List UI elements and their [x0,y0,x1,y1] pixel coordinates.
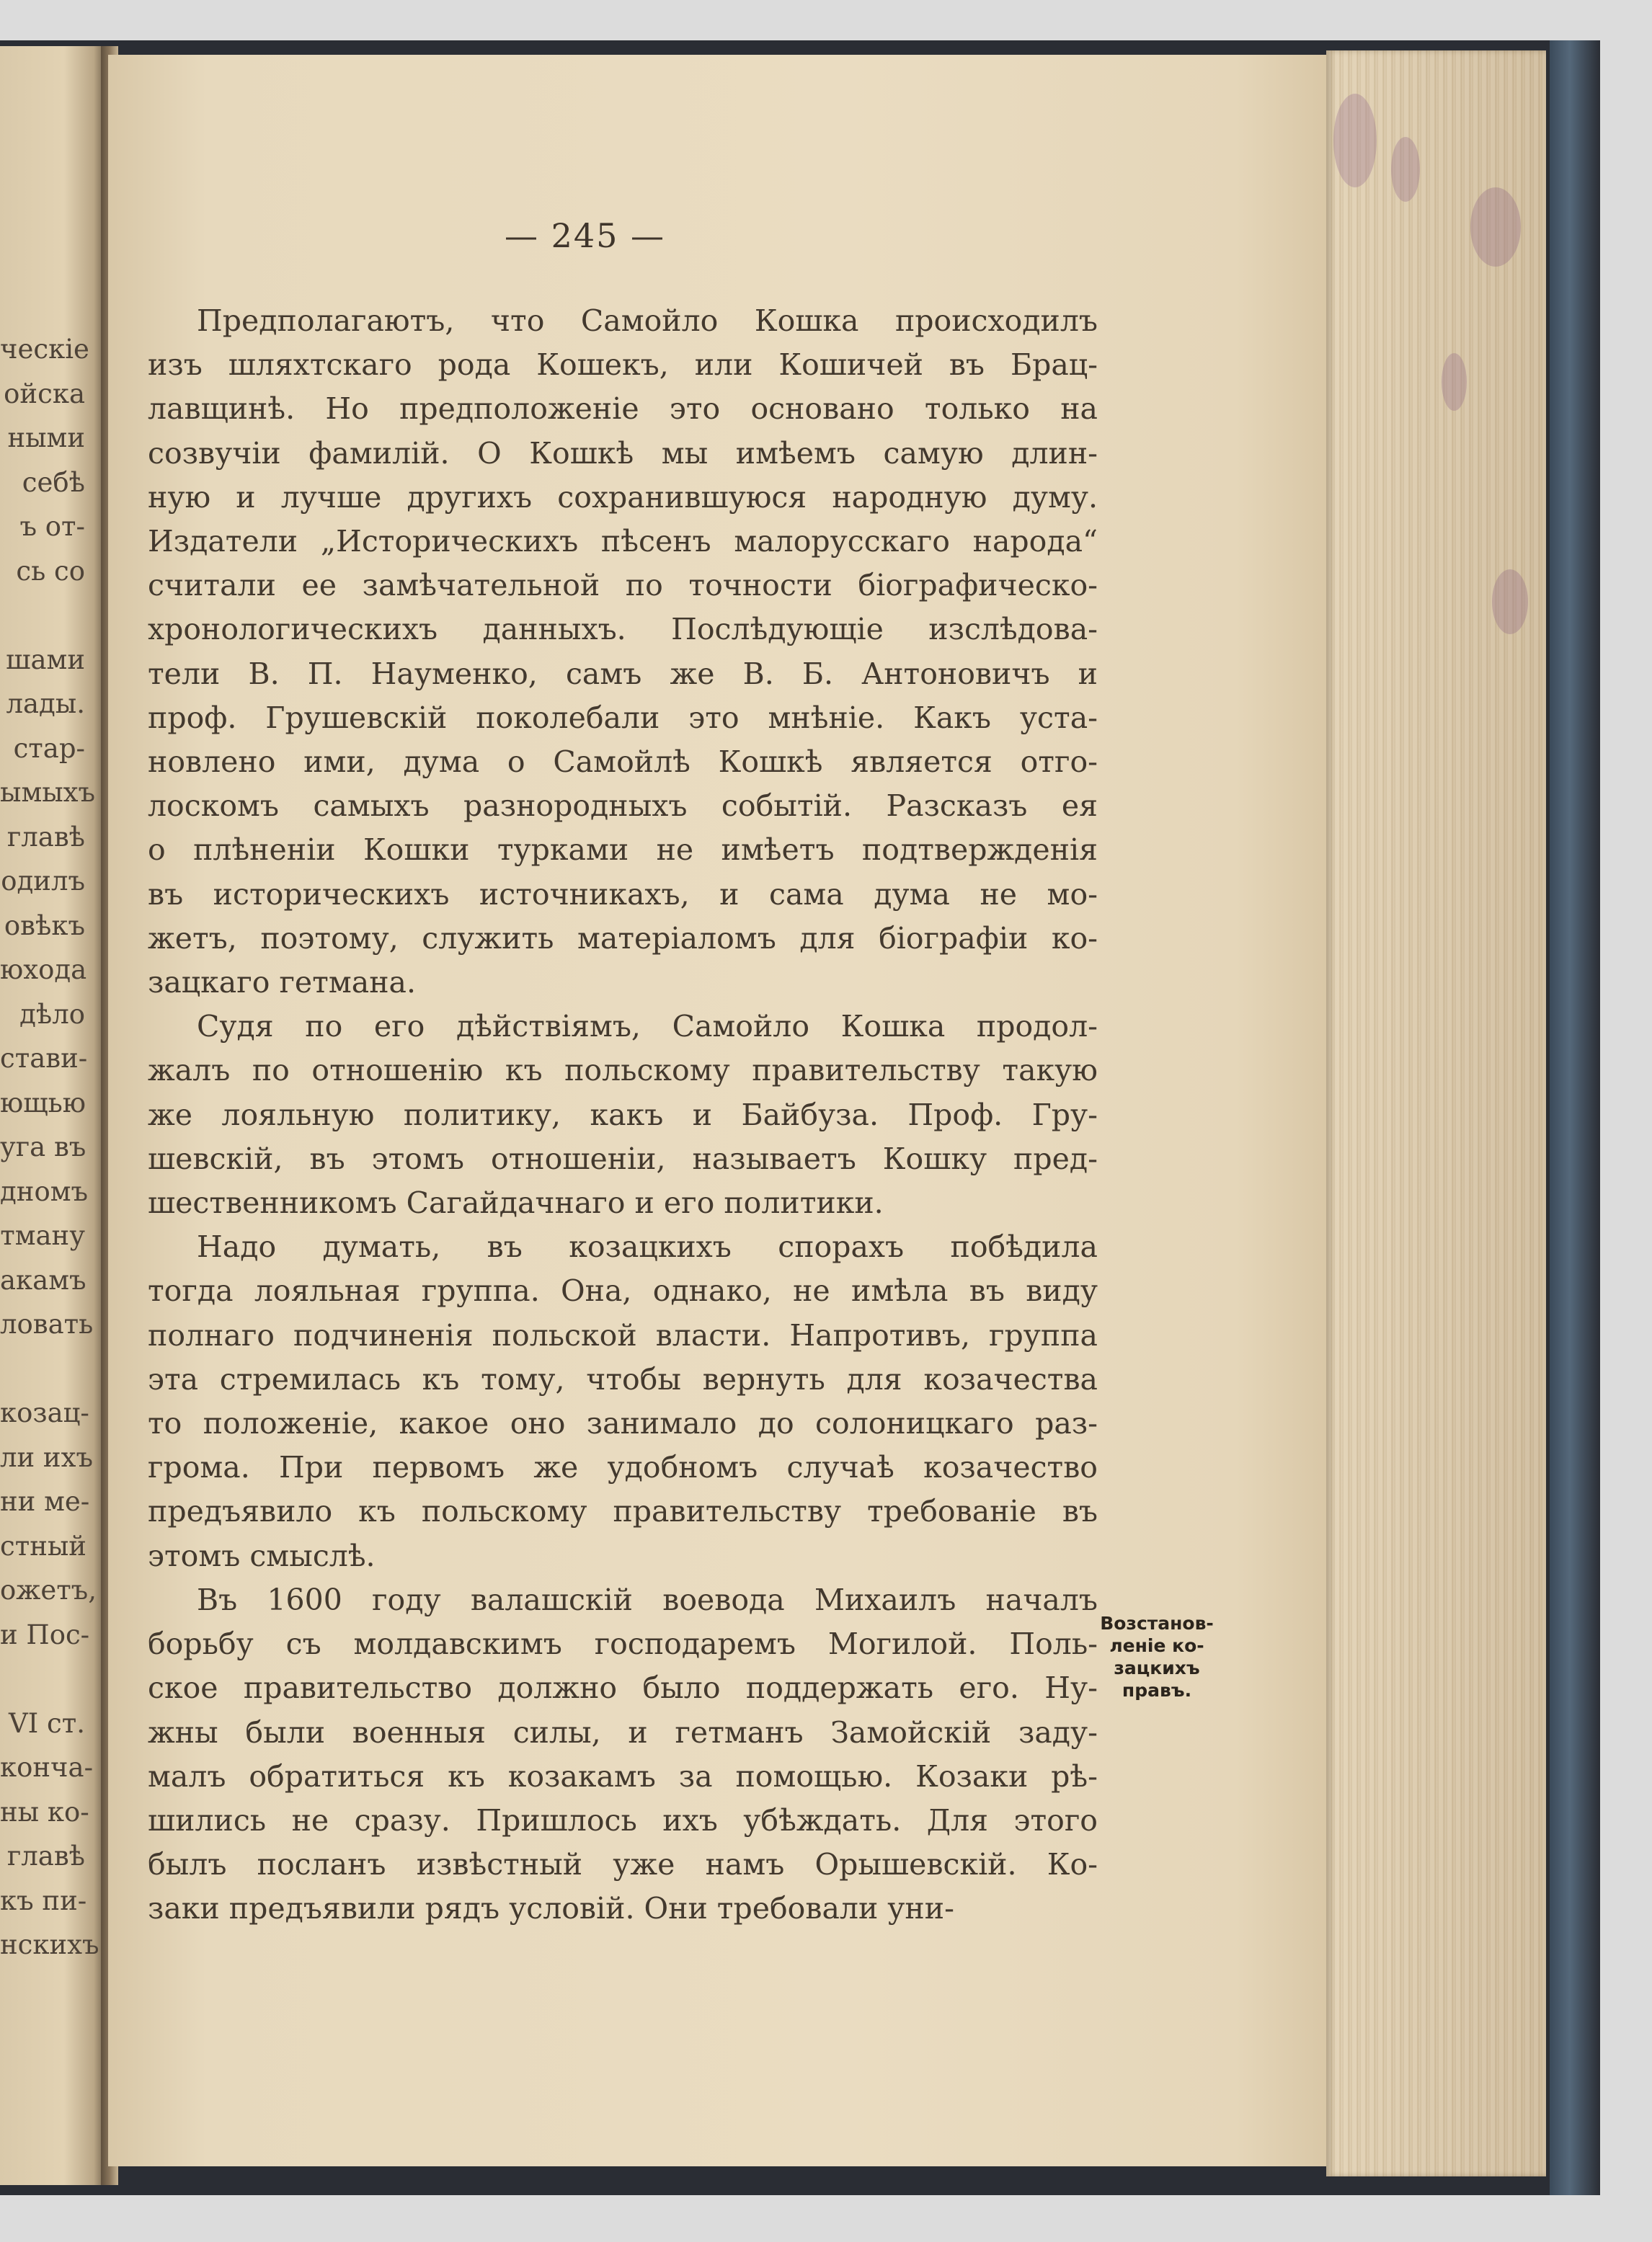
body-line: созвучіи фамилій. О Кошкѣ мы имѣемъ самую длин- [148,435,1098,471]
body-line: лоскомъ самыхъ разнородныхъ событій. Разсказъ ея [148,788,1098,824]
page-edges [1326,50,1546,2176]
left-fragment-line: акамъ [0,1264,86,1296]
left-fragment-line: тману [0,1220,85,1251]
left-fragment-line: ны ко- [0,1796,89,1828]
left-fragment-line [0,593,85,638]
body-line: грома. При первомъ же удобномъ случаѣ козачество [148,1450,1098,1485]
body-line: шественникомъ Сагайдачнаго и его политики. [148,1185,884,1221]
left-fragment-line: дномъ [0,1175,89,1207]
body-line: то положеніе, какое оно занимало до солоницкаго раз- [148,1406,1098,1441]
body-text [148,299,1098,1931]
left-fragment-line: и Пос- [0,1619,90,1650]
margin-note-line: зацкихъ [1114,1658,1200,1678]
body-line: шевскій, въ этомъ отношеніи, называетъ Кошку пред- [148,1141,1098,1176]
body-line: жалъ по отношенію къ польскому правительству такую [148,1053,1098,1088]
left-fragment-line: уга въ [0,1131,86,1162]
left-fragment-line: юхода [0,954,87,985]
left-fragment-line: главѣ [6,821,85,853]
left-fragment-line: ожетъ, [0,1575,97,1606]
body-line: этомъ смыслѣ. [148,1538,376,1573]
page-number: — 245 — [505,216,666,255]
margin-note-line: Возстанов- [1100,1613,1214,1634]
body-line: тогда лояльная группа. Она, однако, не имѣла въ виду [148,1273,1098,1309]
body-line: малъ обратиться къ козакамъ за помощью. Козаки рѣ- [148,1758,1098,1794]
body-line: предъявило къ польскому правительству требованіе въ [148,1494,1098,1529]
body-line: эта стремилась къ тому, чтобы вернуть для козачества [148,1361,1098,1397]
body-line: хронологическихъ данныхъ. Послѣдующіе изслѣдова- [148,612,1098,647]
margin-note-line: правъ. [1122,1680,1192,1701]
body-line: въ историческихъ источникахъ, и сама дума не мо- [148,876,1098,912]
left-fragment-line: стный [0,1530,86,1562]
body-line: новлено ими, дума о Самойлѣ Кошкѣ является отго- [148,744,1098,780]
body-line: Въ 1600 году валашскій воевода Михаилъ началъ [197,1582,1098,1617]
left-fragment-line: себѣ [22,466,85,498]
left-fragment-line: козац- [0,1397,89,1428]
left-fragment-line: овѣкъ [4,909,85,941]
body-line: же лояльную политику, какъ и Байбуза. Проф. Гру- [148,1097,1098,1132]
left-fragment-line: конча- [0,1752,94,1783]
left-fragment-line: лады. [6,688,85,719]
body-line: жетъ, поэтому, служить матеріаломъ для біографіи ко- [148,920,1098,956]
left-fragment-line: VI ст. [8,1707,85,1739]
body-line: проф. Грушевскій поколебали это мнѣніе. Какъ уста- [148,700,1098,735]
body-line: былъ посланъ извѣстный уже намъ Орышевскій. Ко- [148,1847,1098,1882]
body-line: изъ шляхтскаго рода Кошекъ, или Кошичей въ Брац- [148,347,1098,383]
left-fragment-line: къ пи- [0,1885,87,1916]
body-line: жны были военныя силы, и гетманъ Замойскій заду- [148,1714,1098,1750]
left-fragment-line: главѣ [6,1841,85,1872]
body-line: ское правительство должно было поддержать его. Ну- [148,1671,1098,1706]
margin-note [1085,1612,1229,1701]
left-fragment-line: дѣло [19,998,85,1030]
body-line: Предполагаютъ, что Самойло Кошка происходилъ [197,303,1098,338]
left-fragment-line: сь со [16,555,85,587]
body-line: борьбу съ молдавскимъ господаремъ Могилой. Поль- [148,1627,1098,1662]
left-fragment-line: стар- [13,732,85,764]
left-fragment-line [0,1347,85,1392]
left-fragment-line: ни ме- [0,1486,90,1517]
left-page-text-fragments [0,327,99,1967]
left-fragment-line: стави- [0,1043,88,1074]
body-line: зацкаго гетмана. [148,965,417,1000]
body-line: Судя по его дѣйствіямъ, Самойло Кошка продол- [197,1009,1098,1044]
scanner-rim [1550,40,1600,2195]
body-line: полнаго подчиненія польской власти. Напротивъ, группа [148,1317,1098,1353]
body-line: тели В. П. Науменко, самъ же В. Б. Антоновичъ и [148,656,1098,691]
body-line: Издатели „Историческихъ пѣсенъ малорусскаго народа“ [148,524,1098,559]
left-fragment-line: ымыхъ [0,777,96,808]
body-line: Надо думать, въ козацкихъ спорахъ побѣдила [197,1229,1098,1265]
body-line: заки предъявили рядъ условій. Они требовали уни- [148,1891,954,1926]
left-fragment-line: ъ от- [19,511,85,542]
body-line: ную и лучше другихъ сохранившуюся народную думу. [148,479,1098,515]
left-fragment-line: ли ихъ [0,1441,93,1473]
left-page [0,46,107,2185]
body-line: шились не сразу. Пришлось ихъ убѣждать. Для этого [148,1802,1098,1838]
left-fragment-line: шами [6,644,85,675]
left-fragment-line: ловать [0,1309,94,1340]
left-fragment-line: ойска [4,378,85,409]
left-fragment-line: ющью [0,1087,86,1118]
left-fragment-line: нскихъ [0,1929,99,1960]
body-line: о плѣненіи Кошки турками не имѣетъ подтвержденія [148,832,1098,868]
left-fragment-line: одилъ [1,866,85,897]
margin-note-line: леніе ко- [1109,1635,1204,1656]
left-fragment-line [0,1657,85,1701]
body-line: считали ее замѣчательной по точности біографическо- [148,568,1098,603]
body-line: лавщинѣ. Но предположеніе это основано только на [148,391,1098,427]
left-fragment-line: ческіе [0,334,89,365]
left-fragment-line: ными [7,422,85,453]
